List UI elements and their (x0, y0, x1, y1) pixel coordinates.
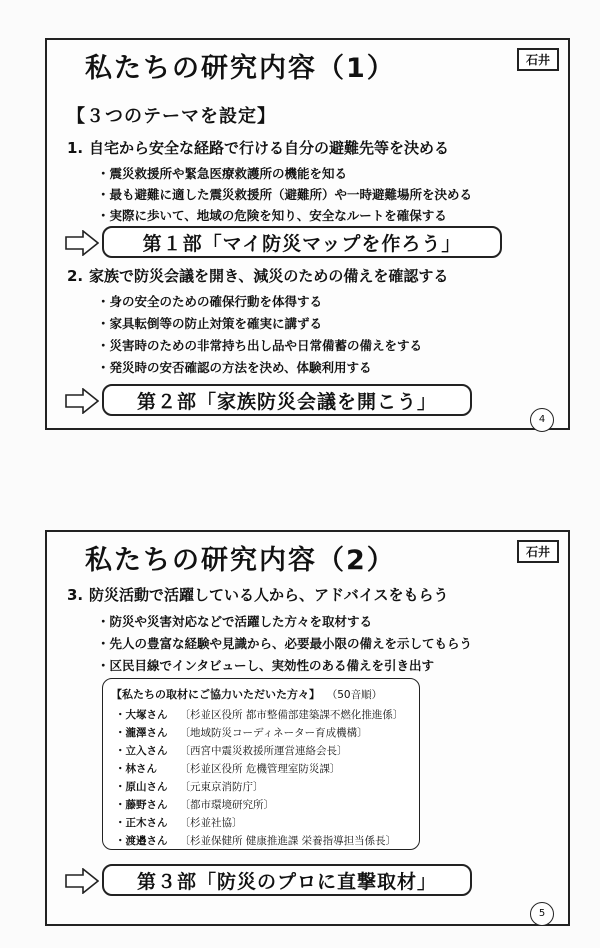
bullet: ・ 最も避難に適した震災救援所（避難所）や一時避難場所を決める (97, 185, 472, 203)
collaborator-row (115, 761, 340, 776)
bullet: ・ 区民目線でインタビューし、実効性のある備えを引き出す (97, 656, 434, 674)
item-text: 自宅から安全な経路で行ける自分の避難先等を決める (89, 139, 450, 157)
collaborator-org: 〔杉並社協〕 (179, 817, 243, 829)
item-text: 家族で防災会議を開き、減災のための備えを確認する (89, 267, 449, 285)
collaborators-title: 【私たちの取材にご協力いただいた方々】 (111, 688, 320, 701)
collaborators-box (102, 678, 420, 850)
collaborator-org: 〔杉並区役所 都市整備部建築課不燃化推進係〕 (179, 709, 404, 721)
collaborator-name: 大塚さん (125, 709, 168, 721)
collaborator-row (115, 797, 274, 812)
arrow-right-icon (65, 230, 99, 256)
collaborator-row (115, 743, 348, 758)
collaborator-row (115, 833, 396, 848)
collaborator-org: 〔都市環境研究所〕 (179, 799, 274, 811)
collaborator-row (115, 779, 264, 794)
bullet: ・ 震災救援所や緊急医療救護所の機能を知る (97, 164, 347, 182)
item-number: 1. (67, 139, 84, 157)
collaborator-org: 〔地域防災コーディネーター育成機構〕 (179, 727, 368, 739)
bullet: ・ 発災時の安否確認の方法を決め、体験利用する (97, 358, 372, 376)
bullet: ・ 防災や災害対応などで活躍した方々を取材する (97, 612, 372, 630)
bullet: ・ 身の安全のための確保行動を体得する (97, 292, 322, 310)
bullet: ・ 実際に歩いて、地域の危険を知り、安全なルートを確保する (97, 206, 447, 224)
collaborator-row (115, 815, 243, 830)
bullet: ・ 先人の豊富な経験や見識から、必要最小限の備えを示してもらう (97, 634, 472, 652)
theme-item-2 (67, 265, 448, 286)
part-1-box: 第１部「マイ防災マップを作ろう」 (102, 226, 502, 258)
author-badge: 石井 (517, 48, 559, 71)
collaborator-name: 立入さん (125, 745, 168, 757)
slide-title: 私たちの研究内容（1） (85, 53, 396, 84)
part-3-box: 第３部「防災のプロに直撃取材」 (102, 864, 472, 896)
page-number: 4 (530, 408, 554, 432)
bullet: ・ 家具転倒等の防止対策を確実に講ずる (97, 314, 322, 332)
slide-1 (45, 38, 570, 430)
collaborator-name: 瀧澤さん (125, 727, 168, 739)
arrow-right-icon (65, 388, 99, 414)
collaborator-row (115, 707, 403, 722)
item-number: 2. (67, 267, 84, 285)
sort-note: （50音順） (332, 689, 383, 701)
theme-heading: 【３つのテーマを設定】 (67, 106, 276, 127)
collaborator-name: 藤野さん (125, 799, 168, 811)
collaborator-org: 〔元東京消防庁〕 (179, 781, 264, 793)
arrow-right-icon (65, 868, 99, 894)
collaborator-org: 〔杉並区役所 危機管理室防災課〕 (179, 763, 341, 775)
item-text: 防災活動で活躍している人から、アドバイスをもらう (89, 586, 449, 604)
bullet: ・ 災害時のための非常持ち出し品や日常備蓄の備えをする (97, 336, 422, 354)
collaborator-org: 〔杉並保健所 健康推進課 栄養指導担当係長〕 (179, 835, 397, 847)
collaborator-name: 渡邉さん (125, 835, 168, 847)
collaborator-name: 原山さん (125, 781, 168, 793)
collaborator-row (115, 725, 368, 740)
collaborator-name: 正木さん (125, 817, 168, 829)
collaborator-name: 林さん (125, 763, 157, 775)
slide-2 (45, 530, 570, 926)
item-number: 3. (67, 586, 84, 604)
author-badge: 石井 (517, 540, 559, 563)
theme-item-1 (67, 137, 449, 158)
theme-item-3 (67, 584, 449, 605)
collaborators-heading (111, 686, 382, 702)
page-number: 5 (530, 902, 554, 926)
collaborator-org: 〔西宮中震災救援所運営連絡会長〕 (179, 745, 348, 757)
slide-title: 私たちの研究内容（2） (85, 545, 396, 576)
part-2-box: 第２部「家族防災会議を開こう」 (102, 384, 472, 416)
